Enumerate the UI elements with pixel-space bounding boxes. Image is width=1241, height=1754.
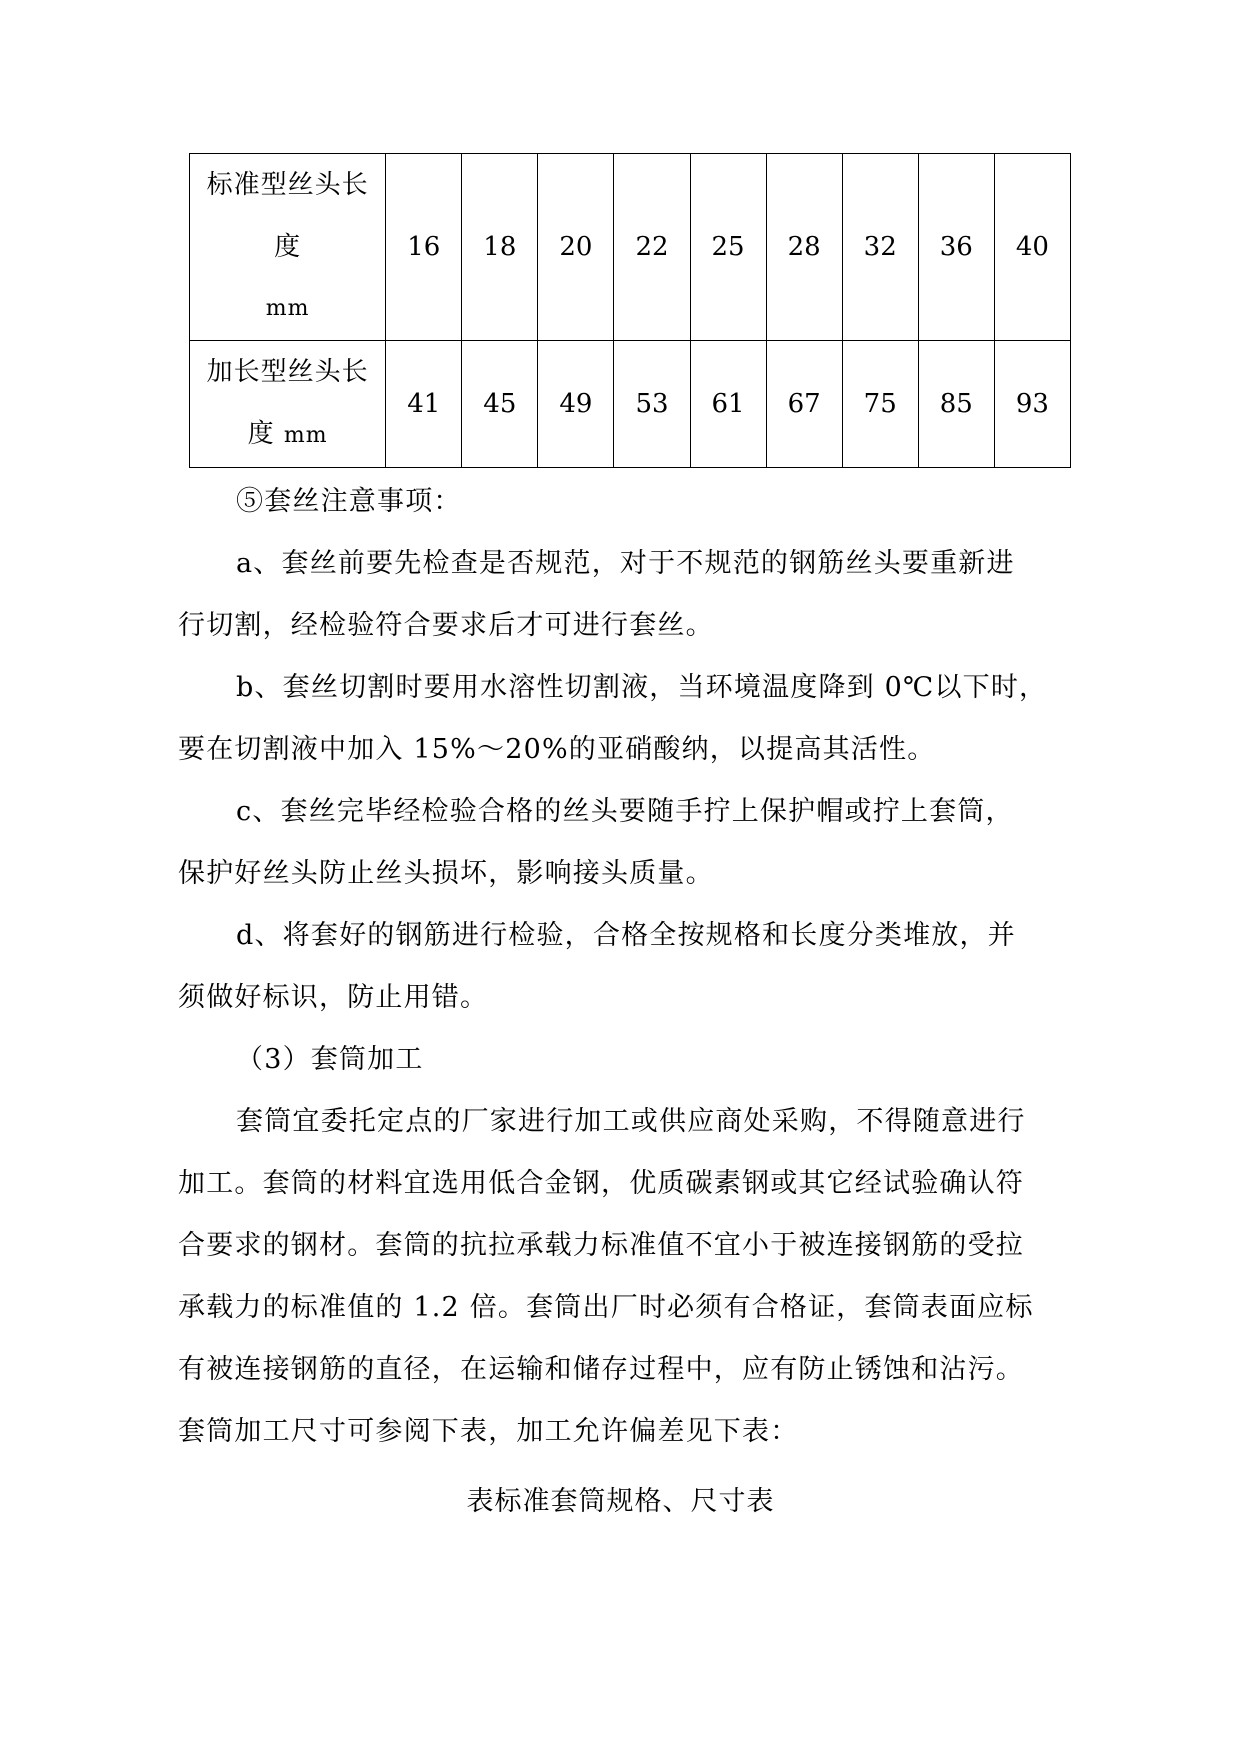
row-header-line1: 标准型丝头长: [206, 170, 369, 200]
table-cell: 40: [994, 154, 1070, 341]
table-cell: 22: [614, 154, 690, 341]
table-cell: 36: [918, 154, 994, 341]
note-c: c、套丝完毕经检验合格的丝头要随手拧上保护帽或拧上套筒， 保护好丝头防止丝头损坏，影响接头质量。: [178, 796, 1014, 889]
table-cell: 53: [614, 341, 690, 468]
table-row-extended: [190, 341, 1071, 468]
table-cell: 20: [538, 154, 614, 341]
table-cell: 67: [766, 341, 842, 468]
table-cell: 32: [842, 154, 918, 341]
table-cell: 28: [766, 154, 842, 341]
row-header-line2-wrap: [190, 403, 385, 467]
table-cell: 75: [842, 341, 918, 468]
table-caption: 表标准套筒规格、尺寸表: [466, 1486, 775, 1517]
table-cell: 25: [690, 154, 766, 341]
row-header-line2: 度: [274, 232, 302, 262]
note-d: d、将套好的钢筋进行检验，合格全按规格和长度分类堆放，并 须做好标识，防止用错。: [178, 920, 1016, 1013]
table-cell: 45: [462, 341, 538, 468]
row-header-line2: 度: [247, 419, 275, 449]
subsection-heading: （3）套筒加工: [236, 1044, 424, 1075]
row-header-unit: mm: [265, 296, 310, 321]
thread-length-table: [189, 153, 1071, 468]
table-cell: 61: [690, 341, 766, 468]
row-header-unit: mm: [283, 423, 328, 448]
sleeve-processing-paragraph: 套筒宜委托定点的厂家进行加工或供应商处采购，不得随意进行 加工。套筒的材料宜选用低合金钢，优质碳素钢或其它经试验确认符 合要求的钢材。套筒的抗拉承载力标准值不宜小于被连接钢筋的受拉 承载力的标准值的 1.2 倍。套筒出厂时必须有合格证，套筒表面应标 有被连接钢筋的直径，在运输和储存过程中，应有防止锈蚀和沾污。 套筒加工尺寸可参阅下表，加工允许偏差见下表：: [178, 1106, 1034, 1447]
table-cell: 16: [386, 154, 462, 341]
note-a: a、套丝前要先检查是否规范，对于不规范的钢筋丝头要重新进 行切割，经检验符合要求后才可进行套丝。: [178, 548, 1015, 641]
table-row-standard: [190, 154, 1071, 341]
note-b: b、套丝切割时要用水溶性切割液，当环境温度降到 0℃以下时， 要在切割液中加入 15%～20%的亚硝酸纳，以提高其活性。: [178, 672, 1048, 765]
row-header-standard: [190, 154, 386, 341]
table-cell: 18: [462, 154, 538, 341]
section-heading: ⑤套丝注意事项：: [236, 486, 462, 517]
table-cell: 41: [386, 341, 462, 468]
row-header-extended: [190, 341, 386, 468]
table-cell: 49: [538, 341, 614, 468]
row-header-line1: 加长型丝头长: [206, 357, 369, 387]
table-cell: 85: [918, 341, 994, 468]
table-cell: 93: [994, 341, 1070, 468]
